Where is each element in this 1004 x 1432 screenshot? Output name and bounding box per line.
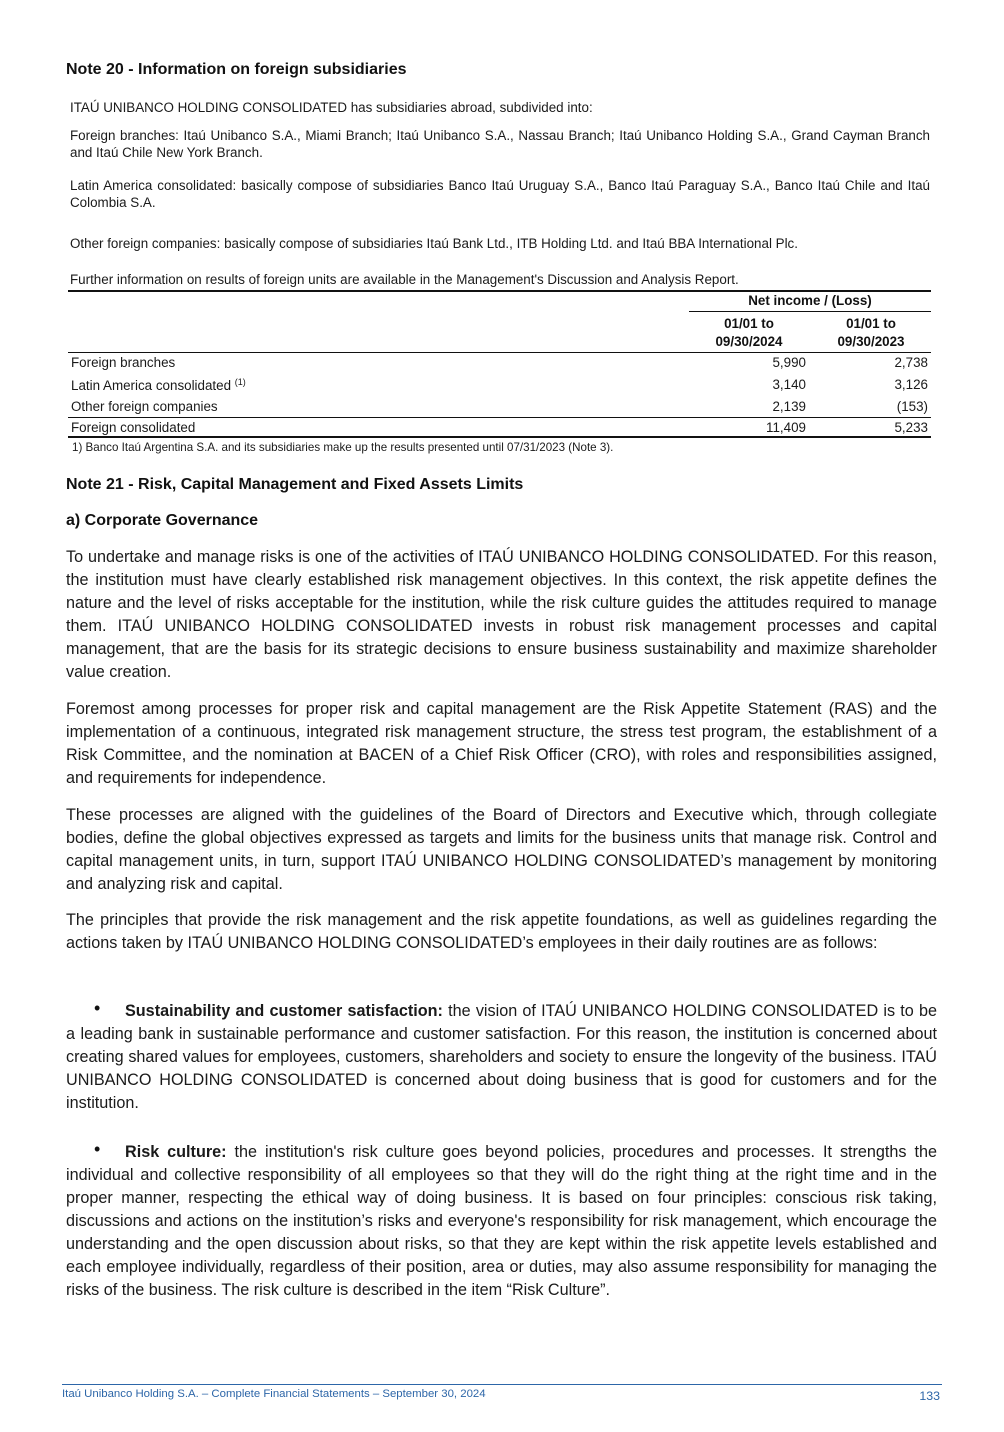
table-row-label: Other foreign companies	[71, 399, 218, 414]
table-cell-2023: (153)	[896, 399, 928, 414]
note-20-other-foreign: Other foreign companies: basically compose of subsidiaries Itaú Bank Ltd., ITB Holding Ltd. and Itaú BBA International Plc.	[70, 236, 798, 251]
table-row-label: Foreign consolidated	[71, 420, 196, 435]
table-cell-2023: 3,126	[894, 377, 928, 392]
header-bottom-rule	[68, 352, 931, 353]
table-cell-2023: 2,738	[894, 355, 928, 370]
note-20-intro: ITAÚ UNIBANCO HOLDING CONSOLIDATED has subsidiaries abroad, subdivided into:	[70, 100, 593, 115]
corporate-governance-subtitle: a) Corporate Governance	[66, 512, 259, 529]
bullet-risk-culture-title: Risk culture:	[125, 1143, 227, 1161]
bullet-sustainability-title: Sustainability and customer satisfaction:	[125, 1002, 443, 1020]
note-21-title: Note 21 - Risk, Capital Management and Fixed Assets Limits	[66, 476, 524, 493]
note-20-title: Note 20 - Information on foreign subsidiaries	[66, 61, 407, 78]
note-20-foreign-branches: Foreign branches: Itaú Unibanco S.A., Miami Branch; Itaú Unibanco S.A., Nassau Branch; Itaú Unibanco Holding S.A., Grand Cayman Branch and Itaú Chile New York Branch.	[70, 128, 930, 160]
table-footnote: 1) Banco Itaú Argentina S.A. and its subsidiaries make up the results presented until 07/31/2023 (Note 3).	[72, 441, 614, 454]
table-cell-2024: 11,409	[766, 420, 806, 435]
footer-text: Itaú Unibanco Holding S.A. – Complete Financial Statements – September 30, 2024	[62, 1388, 486, 1400]
bullet-sustainability	[66, 1000, 937, 1115]
bullet-risk-culture-text: the institution's risk culture goes beyond policies, procedures and processes. It strengths the individual and collective responsibility of all employees so that they will do the right thing at the right time and in the proper manner, respecting the ethical way of doing business. It is based on four principles: conscious risk taking, discussions and actions on the institution’s risks and everyone's responsibility for risk management, which encourage the understanding and the open discussion about risks, so that they are kept within the risk appetite levels established and each employee individually, regardless of their position, area or duties, may also assume responsibility for managing the risks of the business. The risk culture is described in the item “Risk Culture”.	[66, 1143, 937, 1299]
col-2024-header	[689, 315, 809, 351]
note-20-further-info: Further information on results of foreign units are available in the Management's Discussion and Analysis Report.	[70, 272, 739, 287]
bullet-icon: •	[94, 1139, 101, 1159]
paragraph-2: Foremost among processes for proper risk and capital management are the Risk Appetite Statement (RAS) and the implementation of a continuous, integrated risk management structure, the stress test program, the establishment of a Risk Committee, and the nomination at BACEN of a Chief Risk Officer (CRO), with roles and responsibilities assigned, and requirements for independence.	[66, 700, 937, 787]
table-row-label: Foreign branches	[71, 355, 176, 370]
paragraph-1: To undertake and manage risks is one of the activities of ITAÚ UNIBANCO HOLDING CONSOLIDATED. For this reason, the institution must have clearly established risk management objectives. In this context, the risk appetite defines the nature and the level of risks acceptable for the institution, while the risk culture guides the attitudes required to manage them. ITAÚ UNIBANCO HOLDING CONSOLIDATED invests in robust risk management processes and capital management, that are the basis for its strategic decisions to ensure business sustainability and maximize shareholder value creation.	[66, 548, 937, 681]
paragraph-4: The principles that provide the risk management and the risk appetite foundations, as well as guidelines regarding the actions taken by ITAÚ UNIBANCO HOLDING CONSOLIDATED’s employees in their daily routines are as follows:	[66, 911, 937, 952]
row-label-text: Latin America consolidated	[71, 378, 232, 393]
col-2023-header-line2: 09/30/2023	[837, 334, 905, 349]
col-2023-header	[811, 315, 931, 351]
table-row-label	[71, 377, 246, 393]
col-2024-header-line1: 01/01 to	[724, 316, 774, 331]
net-income-header: Net income / (Loss)	[748, 293, 872, 308]
note-20-latin-america: Latin America consolidated: basically compose of subsidiaries Banco Itaú Uruguay S.A., Banco Itaú Paraguay S.A., Banco Itaú Chile and Itaú Colombia S.A.	[70, 178, 930, 210]
col-2023-header-line1: 01/01 to	[846, 316, 896, 331]
total-row-rule	[68, 417, 931, 418]
footnote-marker: (1)	[234, 377, 246, 387]
footer-rule	[62, 1384, 942, 1385]
table-cell-2024: 3,140	[772, 377, 806, 392]
bullet-icon: •	[94, 998, 101, 1018]
table-cell-2024: 2,139	[772, 399, 806, 414]
table-bottom-rule	[68, 436, 931, 438]
group-header-rule	[689, 311, 931, 312]
table-cell-2023: 5,233	[894, 420, 928, 435]
table-cell-2024: 5,990	[772, 355, 806, 370]
paragraph-3: These processes are aligned with the guidelines of the Board of Directors and Executive which, through collegiate bodies, define the global objectives expressed as targets and limits for the business units that manage risk. Control and capital management units, in turn, support ITAÚ UNIBANCO HOLDING CONSOLIDATED’s management by monitoring and analyzing risk and capital.	[66, 806, 937, 893]
page-number: 133	[919, 1389, 940, 1403]
col-2024-header-line2: 09/30/2024	[715, 334, 783, 349]
bullet-sustainability-text: the vision of ITAÚ UNIBANCO HOLDING CONSOLIDATED is to be a leading bank in sustainable performance and customer satisfaction. For this reason, the institution is concerned about creating shared values for employees, customers, shareholders and society to ensure the longevity of the business. ITAÚ UNIBANCO HOLDING CONSOLIDATED is concerned about doing business that is good for customers and for the institution.	[66, 1002, 937, 1112]
bullet-risk-culture	[66, 1141, 937, 1302]
